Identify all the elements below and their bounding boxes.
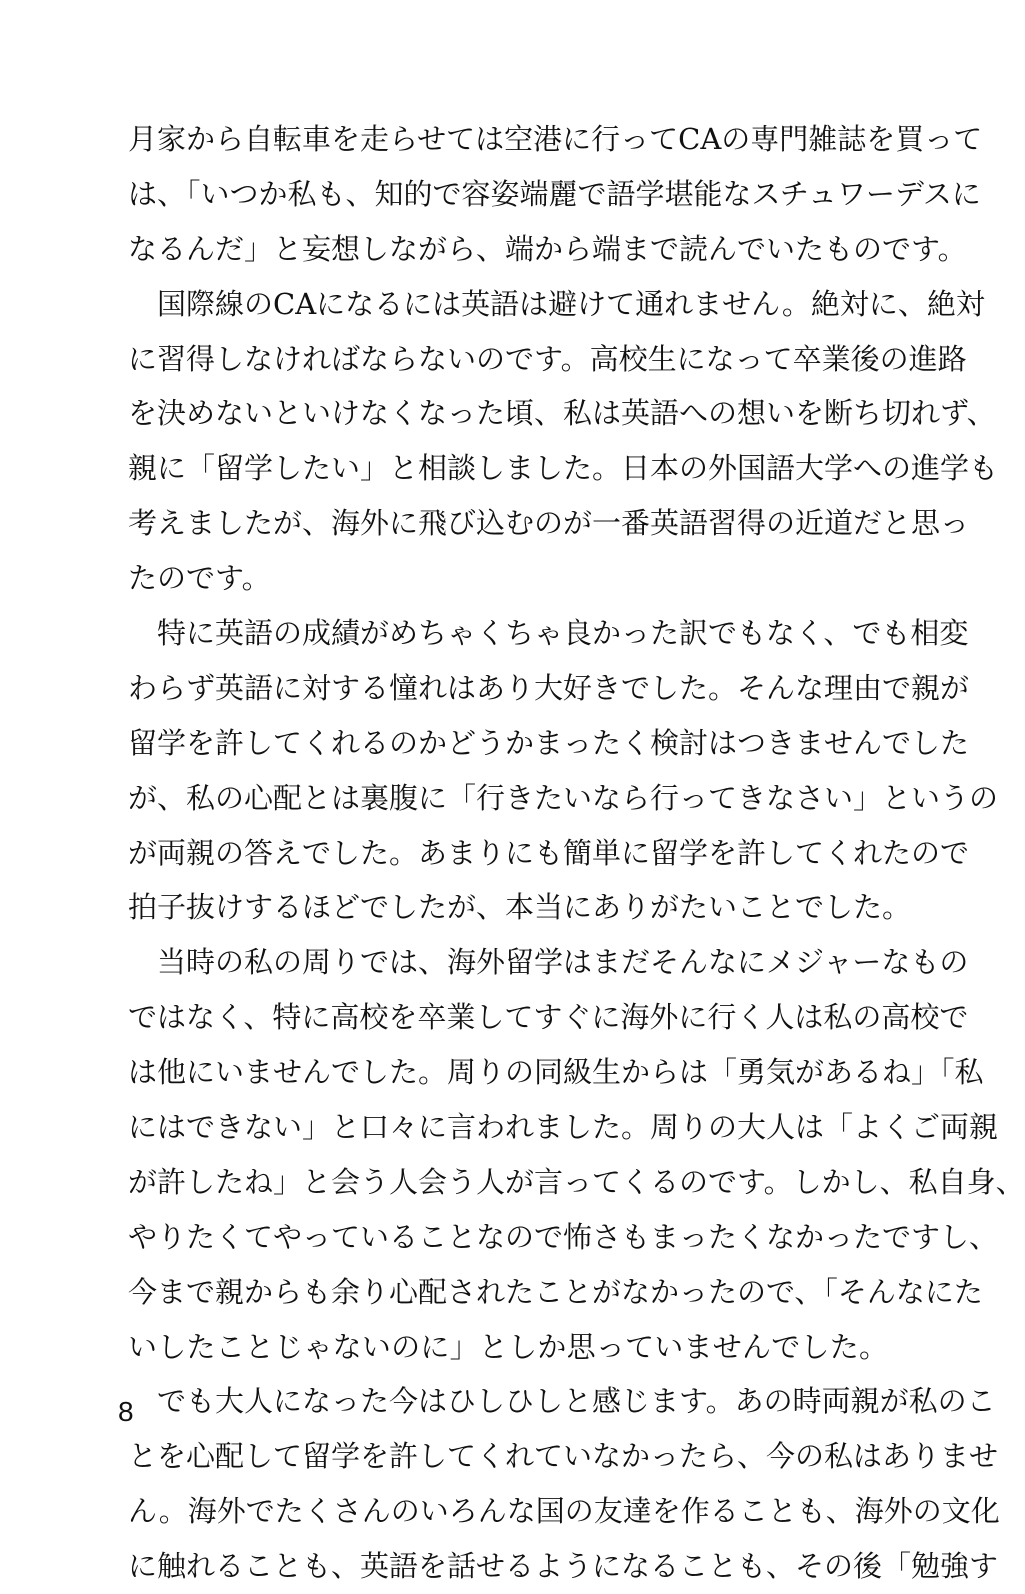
text-line: 今まで親からも余り心配されたことがなかったので、「そんなにた <box>128 1274 983 1309</box>
text-line: 月家から自転車を走らせては空港に行ってCAの専門雑誌を買って <box>128 122 983 156</box>
text-line: は他にいませんでした。周りの同級生からは「勇気があるね」「私 <box>128 1055 984 1090</box>
text-line: にはできない」と口々に言われました。周りの大人は「よくご両親 <box>128 1110 999 1145</box>
text-line: 留学を許してくれるのかどうかまったく検討はつきませんでした <box>128 725 970 760</box>
text-line: いしたことじゃないのに」としか思っていませんでした。 <box>128 1329 888 1364</box>
text-line: が許したね」と会う人会う人が言ってくるのです。しかし、私自身、 <box>128 1164 1025 1199</box>
text-line: たのです。 <box>128 561 271 596</box>
text-line: 親に「留学したい」と相談しました。日本の外国語大学への進学も <box>128 451 999 486</box>
text-line: ではなく、特に高校を卒業してすぐに海外に行く人は私の高校で <box>128 1000 969 1035</box>
text-line: 特に英語の成績がめちゃくちゃ良かった訳でもなく、でも相変 <box>128 616 969 651</box>
text-line: 当時の私の周りでは、海外留学はまだそんなにメジャーなもの <box>128 945 969 980</box>
text-line: 国際線のCAになるには英語は避けて通れません。絶対に、絶対 <box>128 286 985 321</box>
page-number: 8 <box>118 1396 134 1427</box>
text-line: やりたくてやっていることなので怖さもまったくなかったですし、 <box>128 1219 999 1254</box>
text-line: に触れることも、英語を話せるようになることも、その後「勉強す <box>128 1549 999 1584</box>
text-line: 考えましたが、海外に飛び込むのが一番英語習得の近道だと思っ <box>128 506 970 541</box>
text-line: なるんだ」と妄想しながら、端から端まで読んでいたものです。 <box>128 231 967 266</box>
text-line: わらず英語に対する憧れはあり大好きでした。そんな理由で親が <box>128 670 970 705</box>
body-text <box>128 112 1025 1594</box>
text-line: を決めないといけなくなった頃、私は英語への想いを断ち切れず、 <box>128 396 996 431</box>
text-line: でも大人になった今はひしひしと感じます。あの時両親が私のこ <box>128 1384 996 1419</box>
text-line: が、私の心配とは裏腹に「行きたいなら行ってきなさい」というの <box>128 780 999 815</box>
text-line: が両親の答えでした。あまりにも簡単に留学を許してくれたので <box>128 835 970 870</box>
text-line: とを心配して留学を許してくれていなかったら、今の私はありませ <box>128 1439 999 1474</box>
text-line: は、「いつか私も、知的で容姿端麗で語学堪能なスチュワーデスに <box>128 176 981 211</box>
text-line: ん。海外でたくさんのいろんな国の友達を作ることも、海外の文化 <box>128 1494 1000 1529</box>
text-line: に習得しなければならないのです。高校生になって卒業後の進路 <box>128 341 967 376</box>
text-line: 拍子抜けするほどでしたが、本当にありがたいことでした。 <box>128 890 912 925</box>
